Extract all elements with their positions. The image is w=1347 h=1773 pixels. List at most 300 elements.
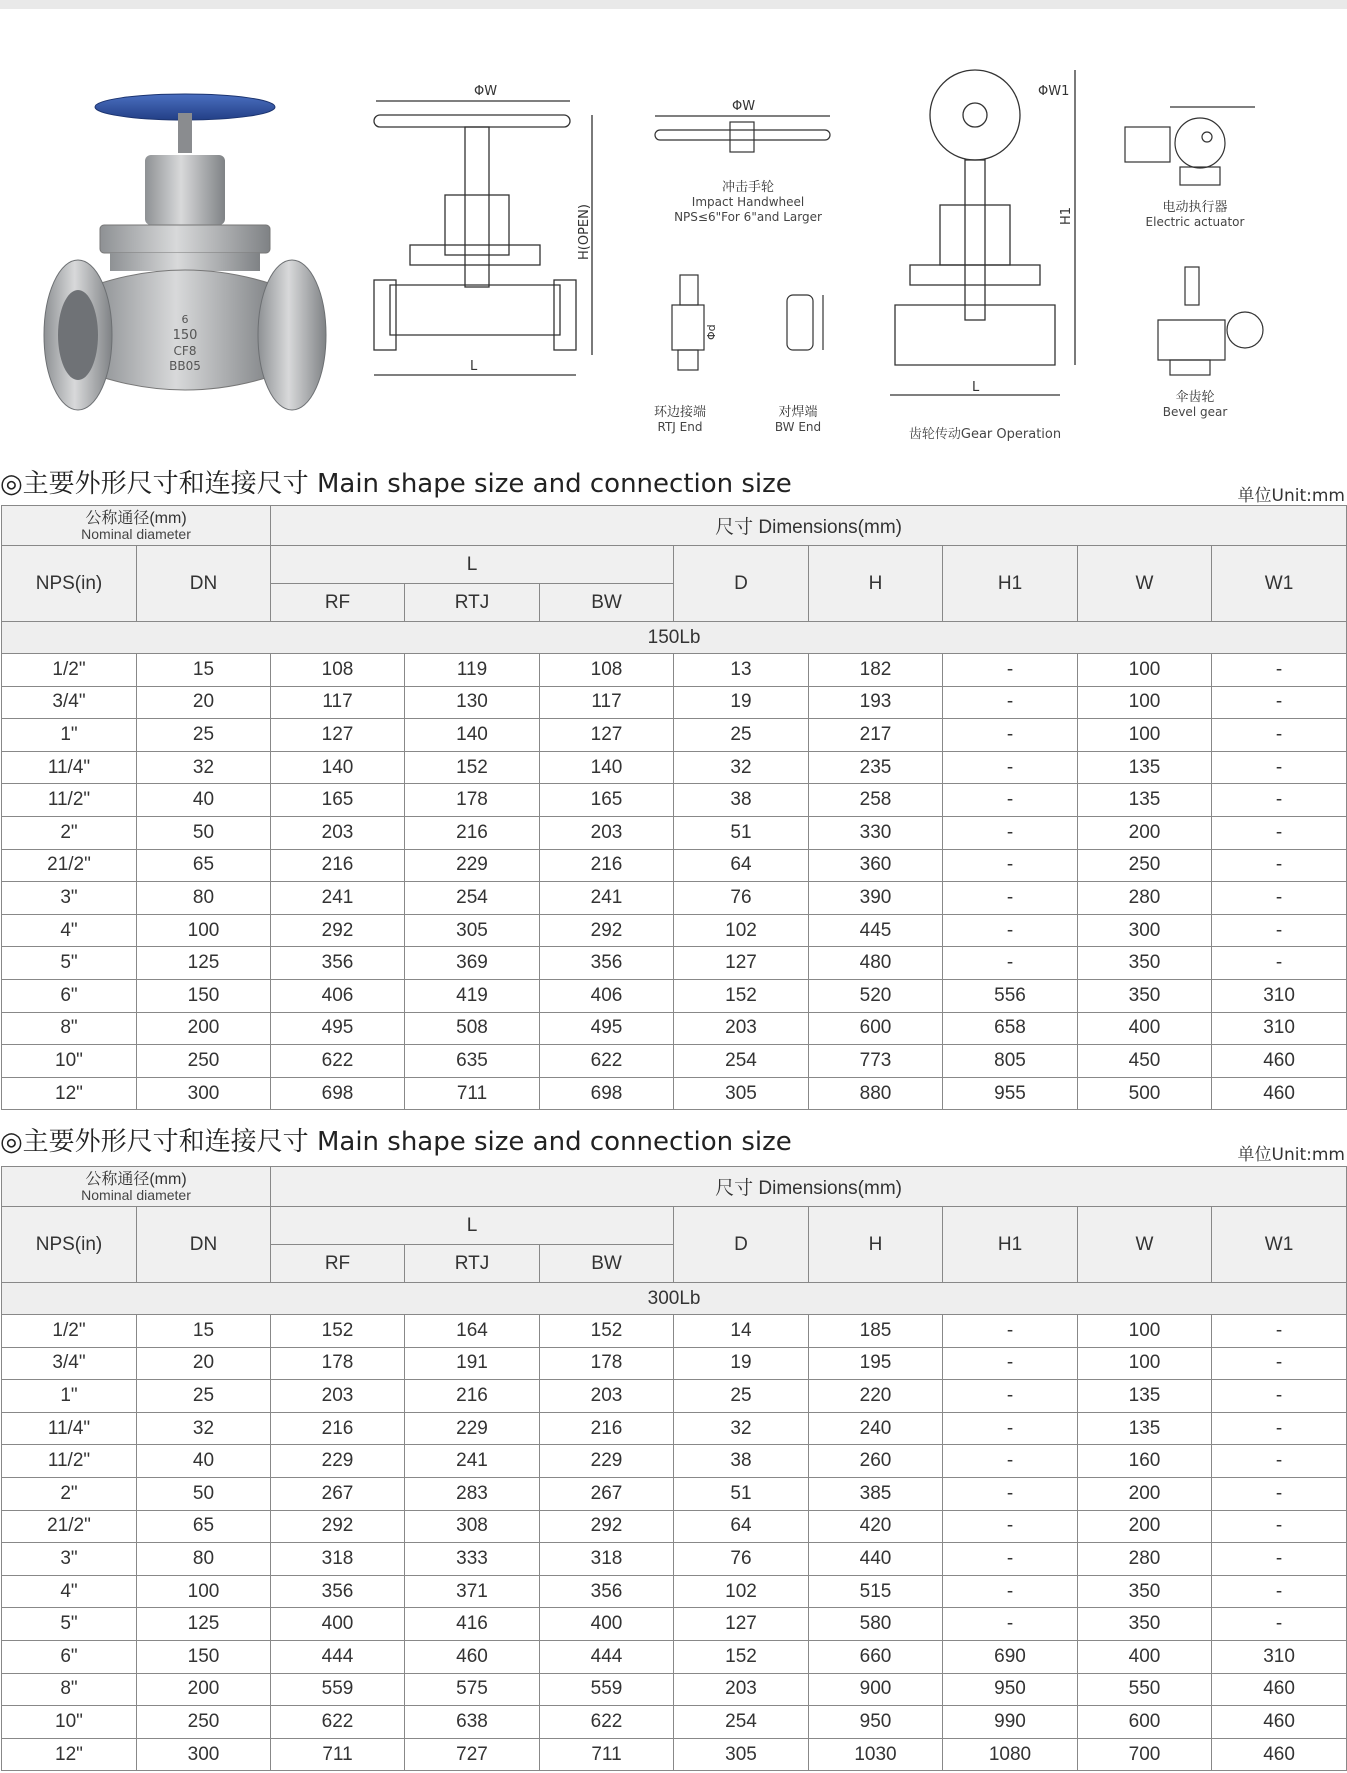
table-cell: 950	[809, 1706, 943, 1739]
table-cell: 203	[540, 1380, 674, 1413]
table-cell: 21/2"	[2, 849, 137, 882]
table-cell: -	[943, 784, 1078, 817]
table-cell: -	[1212, 719, 1347, 752]
table-cell: 390	[809, 882, 943, 915]
table-cell: 559	[540, 1673, 674, 1706]
table-cell: 164	[405, 1315, 540, 1348]
table-cell: 203	[540, 816, 674, 849]
table-cell: 10"	[2, 1045, 137, 1078]
table-cell: 160	[1078, 1445, 1212, 1478]
table-cell: -	[943, 1575, 1078, 1608]
table-row	[2, 1347, 1347, 1380]
table-cell: 350	[1078, 1608, 1212, 1641]
table-row	[2, 719, 1347, 752]
nominal-diameter-cn: 公称通径(mm)	[85, 1170, 187, 1188]
table-cell: 460	[1212, 1706, 1347, 1739]
table-row	[2, 1445, 1347, 1478]
table-cell: -	[1212, 1380, 1347, 1413]
bw-end-en: BW End	[774, 420, 822, 434]
gear-operation-label: 齿轮传动Gear Operation	[908, 427, 1062, 442]
body-mark-3: CF8	[173, 344, 197, 358]
table-cell: -	[943, 654, 1078, 687]
table-cell: 229	[405, 849, 540, 882]
table-cell: 11/4"	[2, 751, 137, 784]
table-cell: 185	[809, 1315, 943, 1348]
table-cell: -	[943, 816, 1078, 849]
table-cell: 460	[405, 1640, 540, 1673]
table-cell: 117	[271, 686, 405, 719]
table-cell: -	[1212, 686, 1347, 719]
table-cell: 250	[137, 1045, 271, 1078]
table-row	[2, 1477, 1347, 1510]
table-cell: 559	[271, 1673, 405, 1706]
table-cell: 200	[1078, 1510, 1212, 1543]
figure-row	[0, 55, 1347, 455]
table-cell: 76	[674, 882, 809, 915]
table-cell: 356	[540, 947, 674, 980]
table-cell: 8"	[2, 1673, 137, 1706]
nps-header: NPS(in)	[2, 1207, 137, 1283]
table-cell: 140	[271, 751, 405, 784]
table-cell: 191	[405, 1347, 540, 1380]
table-row	[2, 816, 1347, 849]
rtj-end-cn: 环边接端	[653, 405, 706, 420]
section-title-150: ◎主要外形尺寸和连接尺寸 Main shape size and connection size	[0, 469, 792, 499]
table-cell: 13	[674, 654, 809, 687]
table-cell: -	[943, 1347, 1078, 1380]
table-cell: 400	[1078, 1640, 1212, 1673]
table-cell: 50	[137, 816, 271, 849]
table-cell: 100	[1078, 719, 1212, 752]
table-cell: 622	[540, 1706, 674, 1739]
table-cell: 955	[943, 1077, 1078, 1110]
table-cell: 152	[540, 1315, 674, 1348]
table-cell: 400	[271, 1608, 405, 1641]
table-cell: 880	[809, 1077, 943, 1110]
table-row	[2, 1045, 1347, 1078]
table-cell: 292	[271, 1510, 405, 1543]
table-cell: 419	[405, 979, 540, 1012]
gear-operation-drawing	[880, 65, 1090, 415]
w1-header: W1	[1212, 546, 1347, 622]
table-cell: 318	[540, 1543, 674, 1576]
table-cell: 178	[540, 1347, 674, 1380]
table-cell: -	[943, 1510, 1078, 1543]
dim-h-open-label: H(OPEN)	[577, 204, 592, 260]
table-cell: 20	[137, 1347, 271, 1380]
spec-table-300lb	[1, 1166, 1347, 1771]
bevel-gear-cn: 伞齿轮	[1175, 390, 1215, 405]
table-row	[2, 1315, 1347, 1348]
table-cell: 310	[1212, 979, 1347, 1012]
table-cell: 333	[405, 1543, 540, 1576]
bw-end-caption	[758, 405, 838, 435]
table-cell: -	[943, 1412, 1078, 1445]
table-cell: 508	[405, 1012, 540, 1045]
table-cell: -	[943, 914, 1078, 947]
table-cell: 3"	[2, 882, 137, 915]
table-cell: 385	[809, 1477, 943, 1510]
table-cell: -	[1212, 654, 1347, 687]
table-cell: 406	[540, 979, 674, 1012]
table-cell: 65	[137, 849, 271, 882]
table-cell: -	[1212, 1477, 1347, 1510]
table-cell: -	[943, 1315, 1078, 1348]
table-cell: 108	[271, 654, 405, 687]
table-cell: 100	[137, 914, 271, 947]
table-cell: -	[943, 1608, 1078, 1641]
body-mark-1: 6	[181, 313, 189, 326]
table-row	[2, 849, 1347, 882]
table-cell: 119	[405, 654, 540, 687]
table-cell: 216	[405, 1380, 540, 1413]
dim-w1-label: ΦW1	[1038, 84, 1070, 99]
table-cell: 371	[405, 1575, 540, 1608]
table-row	[2, 751, 1347, 784]
table-cell: 64	[674, 849, 809, 882]
table-cell: 178	[405, 784, 540, 817]
table-cell: 600	[809, 1012, 943, 1045]
table-cell: 1/2"	[2, 1315, 137, 1348]
table-cell: 308	[405, 1510, 540, 1543]
table-cell: -	[1212, 1315, 1347, 1348]
table-cell: 40	[137, 1445, 271, 1478]
h-header: H	[809, 546, 943, 622]
table-cell: 310	[1212, 1640, 1347, 1673]
rf-header: RF	[271, 1245, 405, 1283]
table-cell: 178	[271, 1347, 405, 1380]
table-cell: 250	[1078, 849, 1212, 882]
table-cell: -	[943, 882, 1078, 915]
impact-handwheel-en: Impact Handwheel	[691, 195, 805, 209]
table-cell: 152	[674, 1640, 809, 1673]
table-cell: 203	[674, 1012, 809, 1045]
bevel-gear-drawing	[1150, 265, 1270, 380]
table-cell: 369	[405, 947, 540, 980]
table-cell: 1030	[809, 1738, 943, 1771]
table-cell: 267	[271, 1477, 405, 1510]
bevel-gear-caption	[1120, 390, 1270, 420]
dimensions-header: 尺寸 Dimensions(mm)	[271, 506, 1347, 546]
body-mark-4: BB05	[169, 359, 201, 373]
table-cell: 50	[137, 1477, 271, 1510]
h-header: H	[809, 1207, 943, 1283]
table-cell: 127	[540, 719, 674, 752]
table-cell: 32	[137, 1412, 271, 1445]
table-cell: -	[1212, 1575, 1347, 1608]
table-cell: 700	[1078, 1738, 1212, 1771]
table-cell: 229	[271, 1445, 405, 1478]
table-cell: 25	[137, 719, 271, 752]
table-cell: 182	[809, 654, 943, 687]
table-row	[2, 1510, 1347, 1543]
table-cell: 356	[271, 1575, 405, 1608]
table-cell: 698	[271, 1077, 405, 1110]
table-cell: 127	[674, 1608, 809, 1641]
table-cell: 200	[1078, 1477, 1212, 1510]
table-cell: -	[1212, 1412, 1347, 1445]
table-cell: 460	[1212, 1077, 1347, 1110]
w-header: W	[1078, 1207, 1212, 1283]
table-cell: 805	[943, 1045, 1078, 1078]
table-cell: 102	[674, 914, 809, 947]
table-cell: 520	[809, 979, 943, 1012]
table-cell: 117	[540, 686, 674, 719]
table-row	[2, 1738, 1347, 1771]
table-cell: 3/4"	[2, 686, 137, 719]
gear-dim-l: L	[972, 380, 980, 395]
table-cell: 216	[271, 1412, 405, 1445]
nominal-diameter-header	[2, 1167, 271, 1207]
bevel-gear-en: Bevel gear	[1162, 405, 1228, 419]
table-cell: 127	[674, 947, 809, 980]
impact-handwheel-note: NPS≤6"For 6"and Larger	[674, 210, 822, 224]
table-cell: -	[1212, 751, 1347, 784]
table-cell: 165	[540, 784, 674, 817]
table-cell: 450	[1078, 1045, 1212, 1078]
table-cell: 1"	[2, 1380, 137, 1413]
dimensions-header: 尺寸 Dimensions(mm)	[271, 1167, 1347, 1207]
rtj-header: RTJ	[405, 1245, 540, 1283]
table-cell: 690	[943, 1640, 1078, 1673]
table-cell: 250	[137, 1706, 271, 1739]
table-cell: 125	[137, 1608, 271, 1641]
table-cell: -	[1212, 1543, 1347, 1576]
table-cell: 254	[674, 1045, 809, 1078]
table-cell: 14	[674, 1315, 809, 1348]
table-cell: 292	[540, 1510, 674, 1543]
table-cell: 152	[271, 1315, 405, 1348]
table-cell: 267	[540, 1477, 674, 1510]
dim-w-label: ΦW	[474, 85, 498, 99]
table-cell: 15	[137, 1315, 271, 1348]
table-cell: 11/2"	[2, 784, 137, 817]
table-cell: -	[1212, 784, 1347, 817]
table-cell: 125	[137, 947, 271, 980]
table-row	[2, 1575, 1347, 1608]
table-cell: 416	[405, 1608, 540, 1641]
table-cell: 12"	[2, 1738, 137, 1771]
table-cell: 140	[540, 751, 674, 784]
table-cell: 15	[137, 654, 271, 687]
electric-actuator-cn: 电动执行器	[1162, 200, 1228, 215]
dn-header: DN	[137, 1207, 271, 1283]
table-cell: 1"	[2, 719, 137, 752]
rtj-end-drawing	[660, 270, 730, 380]
table-cell: 254	[674, 1706, 809, 1739]
table-cell: 102	[674, 1575, 809, 1608]
bw-end-cn: 对焊端	[778, 405, 818, 420]
table-cell: 300	[137, 1077, 271, 1110]
table-cell: 193	[809, 686, 943, 719]
table-row	[2, 1380, 1347, 1413]
table-row	[2, 654, 1347, 687]
table-cell: 80	[137, 1543, 271, 1576]
table-cell: 19	[674, 1347, 809, 1380]
table-cell: 241	[271, 882, 405, 915]
table-cell: 100	[1078, 654, 1212, 687]
table-cell: 360	[809, 849, 943, 882]
table-cell: -	[943, 1477, 1078, 1510]
table-cell: 135	[1078, 751, 1212, 784]
table-cell: 300	[1078, 914, 1212, 947]
table-cell: 660	[809, 1640, 943, 1673]
dim-l-label: L	[470, 359, 478, 374]
table-row	[2, 947, 1347, 980]
table-cell: 5"	[2, 1608, 137, 1641]
table-cell: 300	[137, 1738, 271, 1771]
table-cell: -	[1212, 947, 1347, 980]
table-cell: 575	[405, 1673, 540, 1706]
h1-header: H1	[943, 546, 1078, 622]
table-cell: 203	[271, 816, 405, 849]
table-cell: 280	[1078, 882, 1212, 915]
table-row	[2, 784, 1347, 817]
table-cell: -	[1212, 882, 1347, 915]
table-cell: 11/2"	[2, 1445, 137, 1478]
table-row	[2, 1673, 1347, 1706]
nominal-diameter-en: Nominal diameter	[81, 1186, 191, 1203]
table-row	[2, 979, 1347, 1012]
table-cell: 3/4"	[2, 1347, 137, 1380]
table-cell: 25	[674, 719, 809, 752]
l-header: L	[271, 546, 674, 584]
table-cell: 711	[540, 1738, 674, 1771]
table-cell: 4"	[2, 1575, 137, 1608]
table-cell: 152	[674, 979, 809, 1012]
table-cell: 356	[540, 1575, 674, 1608]
w1-header: W1	[1212, 1207, 1347, 1283]
table-cell: 635	[405, 1045, 540, 1078]
top-band	[0, 0, 1347, 9]
table-cell: 64	[674, 1510, 809, 1543]
table-cell: 217	[809, 719, 943, 752]
table-row	[2, 1012, 1347, 1045]
impact-handwheel-cn: 冲击手轮	[721, 180, 774, 195]
table-cell: 350	[1078, 947, 1212, 980]
table-cell: 20	[137, 686, 271, 719]
table-cell: 400	[1078, 1012, 1212, 1045]
table-cell: 150	[137, 1640, 271, 1673]
table-cell: 622	[271, 1706, 405, 1739]
table-cell: 25	[137, 1380, 271, 1413]
rtj-header: RTJ	[405, 584, 540, 622]
table-cell: 280	[1078, 1543, 1212, 1576]
table-cell: 1080	[943, 1738, 1078, 1771]
nps-header: NPS(in)	[2, 546, 137, 622]
table-cell: 76	[674, 1543, 809, 1576]
table-cell: 305	[405, 914, 540, 947]
table-cell: 32	[674, 751, 809, 784]
table-cell: 444	[540, 1640, 674, 1673]
table-cell: 2"	[2, 816, 137, 849]
table-cell: 11/4"	[2, 1412, 137, 1445]
table-cell: 990	[943, 1706, 1078, 1739]
table-cell: 100	[1078, 1315, 1212, 1348]
table-cell: 950	[943, 1673, 1078, 1706]
table-cell: 305	[674, 1077, 809, 1110]
spec-table-150lb	[1, 505, 1347, 1110]
table-cell: 5"	[2, 947, 137, 980]
nominal-diameter-en: Nominal diameter	[81, 525, 191, 542]
table-cell: 480	[809, 947, 943, 980]
table-cell: -	[943, 751, 1078, 784]
table-cell: 152	[405, 751, 540, 784]
table-cell: 356	[271, 947, 405, 980]
bw-end-drawing	[775, 290, 835, 370]
d-header: D	[674, 546, 809, 622]
table-cell: 580	[809, 1608, 943, 1641]
table-cell: 19	[674, 686, 809, 719]
impact-dim-w: ΦW	[732, 100, 756, 114]
table-cell: 38	[674, 1445, 809, 1478]
table-cell: 241	[540, 882, 674, 915]
table-cell: 8"	[2, 1012, 137, 1045]
impact-handwheel-caption	[648, 180, 848, 225]
w-header: W	[1078, 546, 1212, 622]
l-header: L	[271, 1207, 674, 1245]
table-row	[2, 1077, 1347, 1110]
table-cell: 900	[809, 1673, 943, 1706]
table-cell: 350	[1078, 979, 1212, 1012]
table-cell: 350	[1078, 1575, 1212, 1608]
table-body-300lb	[2, 1315, 1347, 1771]
table-cell: 25	[674, 1380, 809, 1413]
electric-actuator-en: Electric actuator	[1145, 215, 1245, 229]
table-row	[2, 914, 1347, 947]
table-cell: -	[1212, 914, 1347, 947]
table-cell: -	[943, 686, 1078, 719]
section-title-300: ◎主要外形尺寸和连接尺寸 Main shape size and connection size	[0, 1127, 792, 1157]
table-cell: 130	[405, 686, 540, 719]
table-cell: 622	[540, 1045, 674, 1078]
table-row	[2, 1608, 1347, 1641]
table-cell: 100	[137, 1575, 271, 1608]
valve-photo	[40, 85, 330, 430]
table-cell: -	[1212, 1445, 1347, 1478]
table-cell: 773	[809, 1045, 943, 1078]
table-cell: 240	[809, 1412, 943, 1445]
table-cell: 440	[809, 1543, 943, 1576]
unit-label-300: 单位Unit:mm	[1237, 1145, 1345, 1165]
table-cell: 406	[271, 979, 405, 1012]
table-cell: 203	[674, 1673, 809, 1706]
table-cell: 40	[137, 784, 271, 817]
table-cell: 195	[809, 1347, 943, 1380]
table-cell: 698	[540, 1077, 674, 1110]
table-cell: 135	[1078, 1380, 1212, 1413]
table-cell: 216	[540, 849, 674, 882]
table-cell: 318	[271, 1543, 405, 1576]
table-cell: 216	[405, 816, 540, 849]
table-cell: -	[1212, 1510, 1347, 1543]
table-row	[2, 686, 1347, 719]
table-cell: -	[943, 1543, 1078, 1576]
unit-label-150: 单位Unit:mm	[1237, 486, 1345, 506]
dim-h1-label: H1	[1059, 206, 1074, 225]
table-cell: 51	[674, 1477, 809, 1510]
table-cell: 305	[674, 1738, 809, 1771]
d-header: D	[674, 1207, 809, 1283]
table-cell: 38	[674, 784, 809, 817]
table-cell: 330	[809, 816, 943, 849]
table-cell: 445	[809, 914, 943, 947]
table-cell: 108	[540, 654, 674, 687]
table-cell: 100	[1078, 1347, 1212, 1380]
table-cell: 140	[405, 719, 540, 752]
nominal-diameter-cn: 公称通径(mm)	[85, 509, 187, 527]
rtj-dim-d: Φd	[705, 324, 718, 340]
